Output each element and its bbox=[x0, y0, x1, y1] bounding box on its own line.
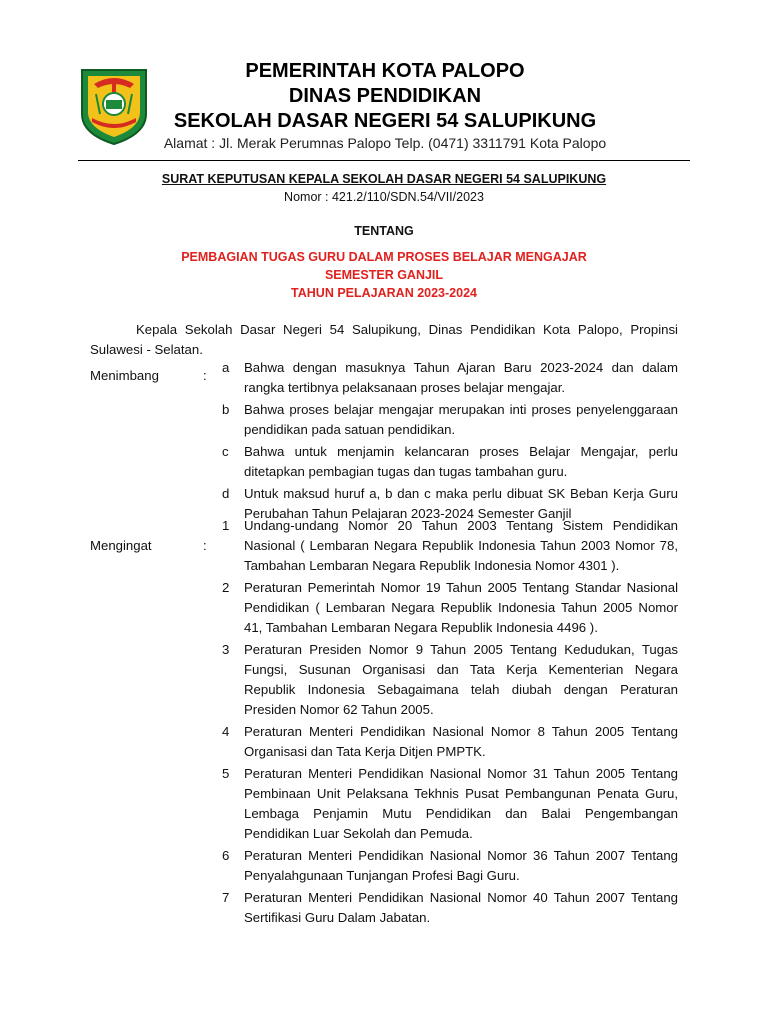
list-item bbox=[222, 722, 678, 762]
list-item-text: Peraturan Menteri Pendidikan Nasional Nomor 40 Tahun 2007 Tentang Sertifikasi Guru Dalam Jabatan. bbox=[244, 890, 678, 925]
list-item-text: Undang-undang Nomor 20 Tahun 2003 Tentang Sistem Pendidikan Nasional ( Lembaran Negara Republik Indonesia Tahun 2003 Nomor 78, Tambahan Lembaran Negara Republik Indonesia Nomor 4301 ). bbox=[244, 518, 678, 573]
list-item bbox=[222, 640, 678, 720]
list-marker: 2 bbox=[222, 580, 230, 595]
list-marker: c bbox=[222, 444, 229, 459]
list-marker: 7 bbox=[222, 890, 230, 905]
list-item bbox=[222, 764, 678, 844]
list-item-text: Peraturan Menteri Pendidikan Nasional Nomor 8 Tahun 2005 Tentang Organisasi dan Tata Kerja Ditjen PMPTK. bbox=[244, 724, 678, 759]
letterhead-government: PEMERINTAH KOTA PALOPO bbox=[245, 60, 525, 82]
mengingat-list bbox=[222, 516, 678, 930]
letterhead-divider bbox=[78, 160, 690, 161]
menimbang-label: Menimbang bbox=[90, 368, 159, 383]
list-item-text: Peraturan Menteri Pendidikan Nasional Nomor 31 Tahun 2005 Tentang Pembinaan Unit Pelaksana Tekhnis Pusat Pembangunan Penata Guru, Lembaga Penjamin Mutu Pendidikan dan Balai Pengembangan Pendidikan Luar Sekolah dan Pemuda. bbox=[244, 766, 678, 841]
list-item-text: Bahwa dengan masuknya Tahun Ajaran Baru 2023-2024 dan dalam rangka tertibnya pelaksanaan proses belajar mengajar. bbox=[244, 360, 678, 395]
letterhead-address: Alamat : Jl. Merak Perumnas Palopo Telp. (0471) 3311791 Kota Palopo bbox=[163, 135, 607, 151]
decree-subject-line-3: TAHUN PELAJARAN 2023-2024 bbox=[291, 286, 477, 300]
list-marker: 3 bbox=[222, 642, 230, 657]
list-marker: b bbox=[222, 402, 230, 417]
list-item-text: Bahwa untuk menjamin kelancaran proses Belajar Mengajar, perlu ditetapkan pembagian tugas dan tugas tambahan guru. bbox=[244, 444, 678, 479]
decree-subject-line-2: SEMESTER GANJIL bbox=[324, 268, 444, 282]
menimbang-list bbox=[222, 358, 678, 526]
list-marker: d bbox=[222, 486, 230, 501]
list-item bbox=[222, 442, 678, 482]
list-marker: 6 bbox=[222, 848, 230, 863]
list-marker: 4 bbox=[222, 724, 230, 739]
list-item bbox=[222, 846, 678, 886]
letterhead-department: DINAS PENDIDIKAN bbox=[288, 85, 482, 107]
list-item bbox=[222, 888, 678, 928]
list-marker: 5 bbox=[222, 766, 230, 781]
palopo-city-emblem-icon bbox=[78, 64, 150, 146]
list-item bbox=[222, 516, 678, 576]
list-item-text: Untuk maksud huruf a, b dan c maka perlu dibuat SK Beban Kerja Guru Perubahan Tahun Pelajaran 2023-2024 Semester Ganjil bbox=[244, 486, 678, 521]
decree-title: SURAT KEPUTUSAN KEPALA SEKOLAH DASAR NEGERI 54 SALUPIKUNG bbox=[161, 172, 607, 186]
list-item-text: Peraturan Menteri Pendidikan Nasional Nomor 36 Tahun 2007 Tentang Penyalahgunaan Tunjangan Profesi Bagi Guru. bbox=[244, 848, 678, 883]
letterhead-school: SEKOLAH DASAR NEGERI 54 SALUPIKUNG bbox=[173, 110, 597, 132]
decree-about-heading: TENTANG bbox=[354, 224, 414, 238]
menimbang-colon: : bbox=[203, 368, 207, 383]
mengingat-colon: : bbox=[203, 538, 207, 553]
decree-subject-line-1: PEMBAGIAN TUGAS GURU DALAM PROSES BELAJAR MENGAJAR bbox=[181, 250, 587, 264]
intro-paragraph: Kepala Sekolah Dasar Negeri 54 Salupikung, Dinas Pendidikan Kota Palopo, Propinsi Sulawesi - Selatan. bbox=[90, 322, 678, 357]
list-item bbox=[222, 578, 678, 638]
mengingat-label: Mengingat bbox=[90, 538, 152, 553]
list-item bbox=[222, 358, 678, 398]
decree-number: Nomor : 421.2/110/SDN.54/VII/2023 bbox=[284, 190, 484, 204]
list-marker: 1 bbox=[222, 518, 230, 533]
list-item-text: Peraturan Pemerintah Nomor 19 Tahun 2005 Tentang Standar Nasional Pendidikan ( Lembaran Negara Republik Indonesia Tahun 2005 Nomor 41, Tambahan Lembaran Negara Republik Indonesia 4496 ). bbox=[244, 580, 678, 635]
list-item-text: Bahwa proses belajar mengajar merupakan inti proses penyelenggaraan pendidikan pada satuan pendidikan. bbox=[244, 402, 678, 437]
list-marker: a bbox=[222, 360, 230, 375]
list-item bbox=[222, 400, 678, 440]
list-item-text: Peraturan Presiden Nomor 9 Tahun 2005 Tentang Kedudukan, Tugas Fungsi, Susunan Organisasi dan Tata Kerja Kementerian Negara Republik Indonesia Sebagaimana telah diubah dengan Peraturan Presiden Nomor 62 Tahun 2005. bbox=[244, 642, 678, 717]
